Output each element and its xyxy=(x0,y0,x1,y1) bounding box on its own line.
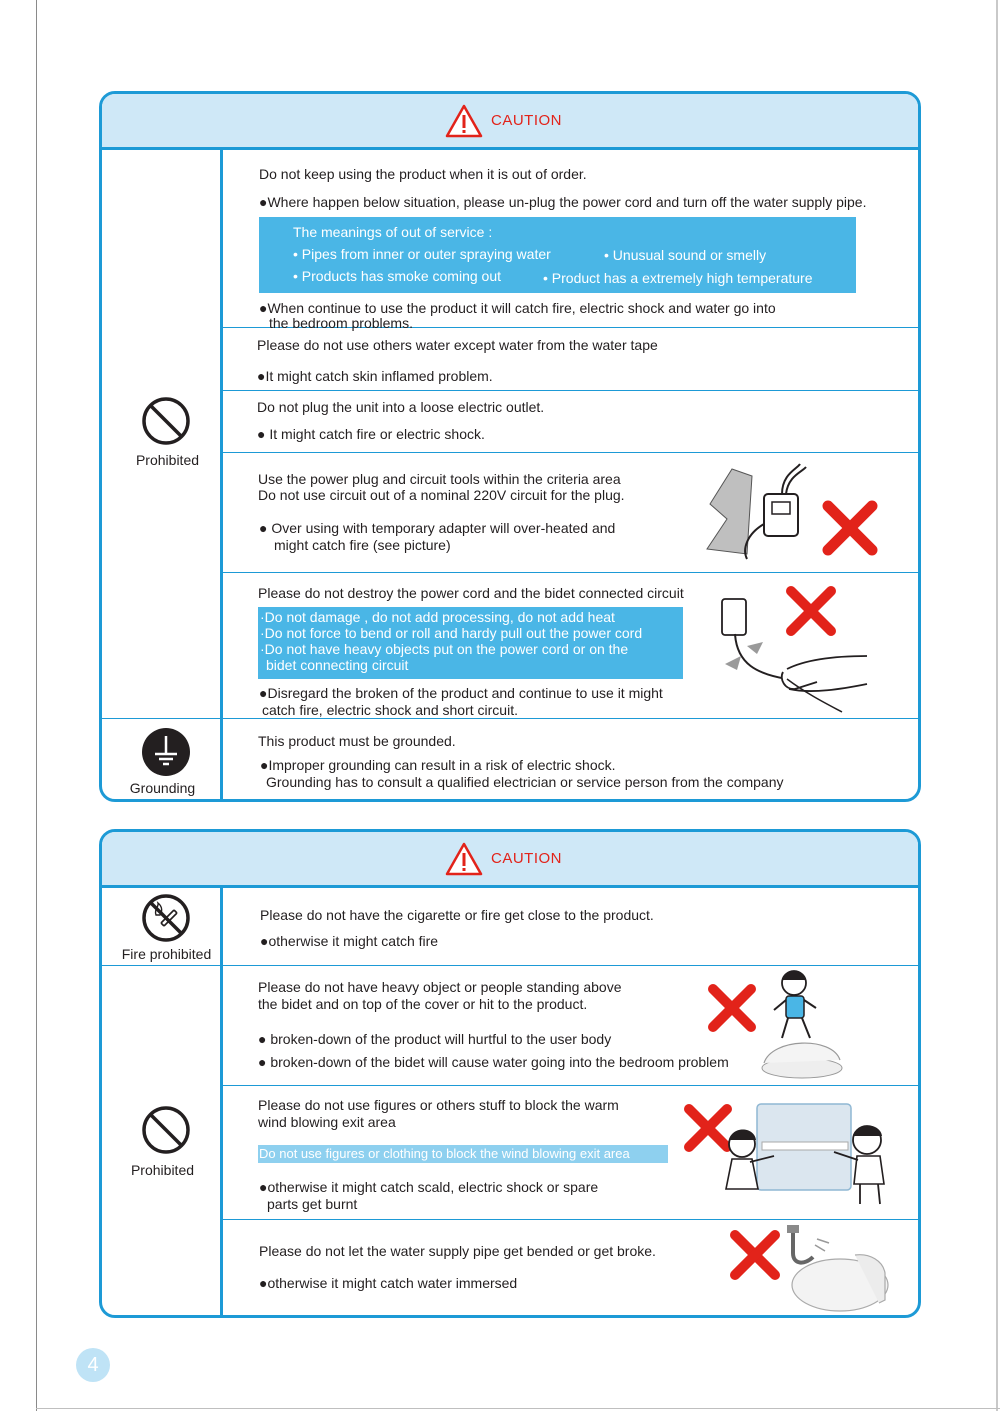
box-item: • Products has smoke coming out xyxy=(293,268,502,284)
caution-header xyxy=(102,832,918,888)
box-line: ·Do not damage , do not add processing, do not add heat xyxy=(260,609,615,625)
row2-bullet1: ● broken-down of the product will hurtful to the user body xyxy=(258,1031,612,1047)
row-divider xyxy=(223,390,918,391)
row6-bullet: ●Improper grounding can result in a risk of electric shock. xyxy=(260,757,616,773)
row2-bullet: ●It might catch skin inflamed problem. xyxy=(257,368,493,384)
row-divider xyxy=(223,452,918,453)
box-line: ·Do not force to bend or roll and hardy pull out the power cord xyxy=(260,625,643,641)
caution-panel-1 xyxy=(99,91,921,802)
row1-title: Please do not have the cigarette or fire get close to the product. xyxy=(260,907,654,923)
row-divider xyxy=(223,1085,918,1086)
red-x-icon xyxy=(706,982,758,1034)
row2-line2: the bidet and on top of the cover or hit to the product. xyxy=(258,996,588,1012)
overloaded-outlet-illustration xyxy=(702,464,822,564)
page-margin-right xyxy=(996,0,998,1411)
grounding-label: Grounding xyxy=(129,780,196,796)
row-divider xyxy=(223,572,918,573)
row5-bullet-cont: catch fire, electric shock and short circuit. xyxy=(262,702,518,718)
row3-bullet-cont: parts get burnt xyxy=(267,1196,358,1212)
row5-title: Please do not destroy the power cord and the bidet connected circuit xyxy=(258,585,684,601)
row2-bullet2: ● broken-down of the bidet will cause water going into the bedroom problem xyxy=(258,1054,729,1070)
icon-column xyxy=(102,150,223,802)
caution-label: CAUTION xyxy=(491,850,562,867)
row1-title: Do not keep using the product when it is out of order. xyxy=(259,166,587,182)
row4-bullet-cont: might catch fire (see picture) xyxy=(274,537,451,553)
row4-title: Please do not let the water supply pipe get bended or get broke. xyxy=(259,1243,656,1259)
row-divider xyxy=(223,1219,918,1220)
icon-column-divider xyxy=(102,965,223,966)
caution-label: CAUTION xyxy=(491,112,562,129)
row1-bullet2: ●When continue to use the product it will catch fire, electric shock and water go into xyxy=(259,300,776,316)
wind-exit-highlight: Do not use figures or clothing to block the wind blowing exit area xyxy=(258,1145,668,1163)
row-divider xyxy=(223,965,918,966)
row2-line1: Please do not have heavy object or people standing above xyxy=(258,979,622,995)
caution-panel-2 xyxy=(99,829,921,1318)
row3-bullet: ●otherwise it might catch scald, electric shock or spare xyxy=(259,1179,599,1195)
prohibited-label: Prohibited xyxy=(130,1162,195,1178)
row6-bullet-cont: Grounding has to consult a qualified electrician or service person from the company xyxy=(266,774,784,790)
caution-title xyxy=(445,832,562,885)
row1-bullet2-cont: the bedroom problems. xyxy=(269,315,413,331)
row1-bullet1: ●Where happen below situation, please un-plug the power cord and turn off the water supply pipe. xyxy=(259,194,867,210)
prohibited-label: Prohibited xyxy=(135,452,200,468)
row4-line1: Use the power plug and circuit tools within the criteria area xyxy=(258,471,621,487)
out-of-service-box xyxy=(259,217,856,293)
prohibited-icon xyxy=(141,1105,191,1155)
row6-title: This product must be grounded. xyxy=(258,733,456,749)
box-title: The meanings of out of service : xyxy=(293,224,493,240)
fire-prohibited-label: Fire prohibited xyxy=(121,946,212,962)
red-x-icon xyxy=(820,498,880,558)
box-line: ·Do not have heavy objects put on the power cord or on the xyxy=(260,641,629,657)
page-margin-left xyxy=(36,0,37,1411)
icon-column-divider xyxy=(102,718,223,719)
row3-line1: Please do not use figures or others stuff to block the warm xyxy=(258,1097,619,1113)
row3-bullet: ● It might catch fire or electric shock. xyxy=(257,426,485,442)
children-blocking-vent-illustration xyxy=(702,1104,902,1214)
box-line: bidet connecting circuit xyxy=(266,657,409,673)
red-x-icon xyxy=(728,1228,782,1282)
row2-title: Please do not use others water except water from the water tape xyxy=(257,337,658,353)
bent-pipe-bidet-illustration xyxy=(785,1225,895,1315)
fire-prohibited-icon xyxy=(141,893,191,943)
pulling-cord-illustration xyxy=(717,594,877,714)
warning-triangle-icon xyxy=(445,842,483,876)
row4-line2: Do not use circuit out of a nominal 220V circuit for the plug. xyxy=(258,487,625,503)
power-cord-rules-box xyxy=(258,607,683,679)
prohibited-icon xyxy=(141,396,191,446)
box-item: • Unusual sound or smelly xyxy=(604,247,767,263)
page-margin-bottom xyxy=(36,1408,1000,1409)
row3-title: Do not plug the unit into a loose electric outlet. xyxy=(257,399,545,415)
warning-triangle-icon xyxy=(445,104,483,138)
row4-bullet: ● Over using with temporary adapter will over-heated and xyxy=(259,520,616,536)
row3-line2: wind blowing exit area xyxy=(258,1114,396,1130)
row1-bullet: ●otherwise it might catch fire xyxy=(260,933,439,949)
row4-bullet: ●otherwise it might catch water immersed xyxy=(259,1275,518,1291)
caution-title xyxy=(445,94,562,147)
caution-header xyxy=(102,94,918,150)
row5-bullet: ●Disregard the broken of the product and continue to use it might xyxy=(259,685,663,701)
child-standing-on-bidet-illustration xyxy=(752,968,842,1078)
box-item: • Pipes from inner or outer spraying water xyxy=(293,246,551,262)
box-item: • Product has a extremely high temperature xyxy=(543,270,813,286)
grounding-icon xyxy=(141,727,191,777)
page-number: 4 xyxy=(76,1348,110,1382)
